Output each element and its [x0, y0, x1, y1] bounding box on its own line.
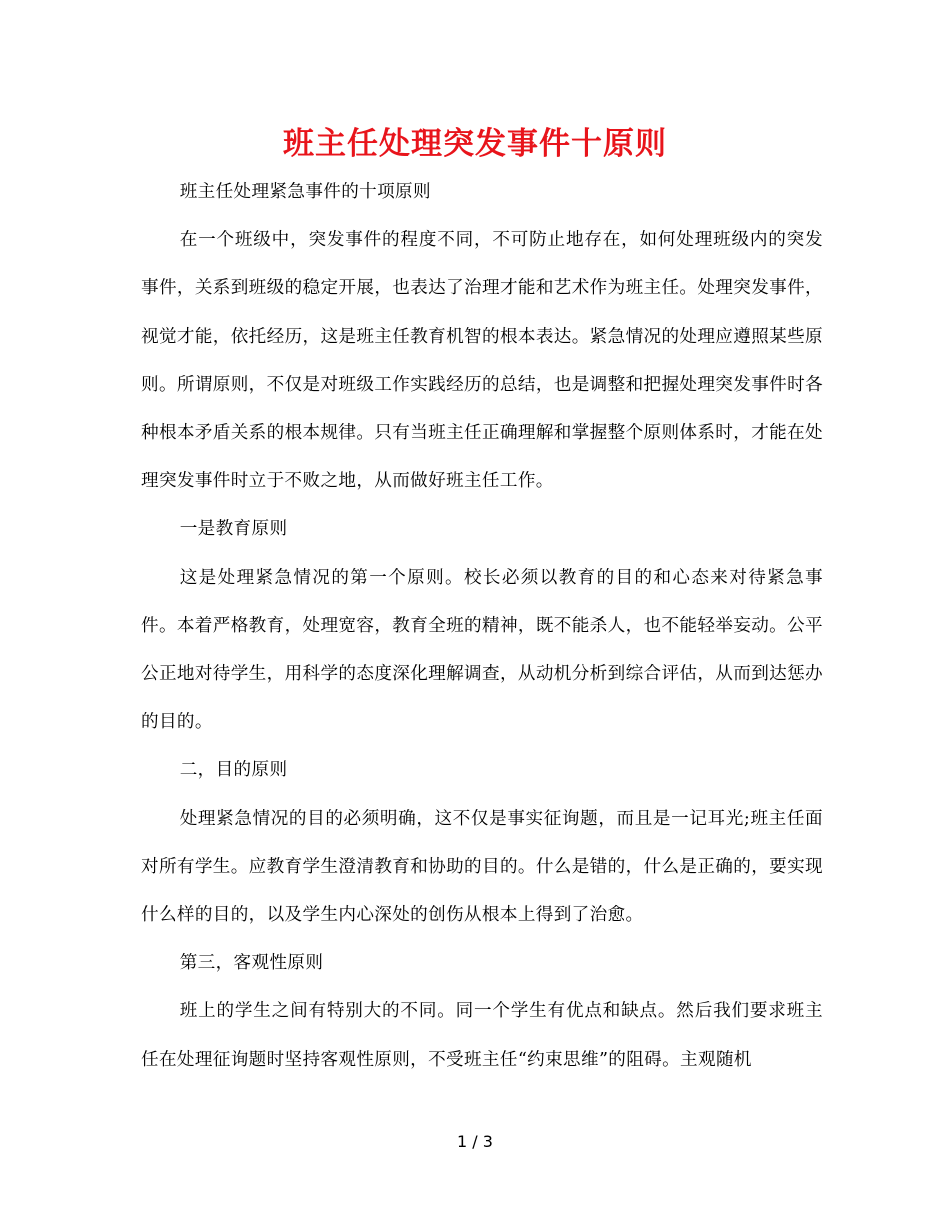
education-paragraph: 这是处理紧急情况的第一个原则。校长必须以教育的目的和心态来对待紧急事件。本着严格教育，处理宽容，教育全班的精神，既不能杀人，也不能轻举妄动。公平公正地对待学生，用科学的态度深化理解调查，从动机分析到综合评估，从而到达惩办的目的。 — [141, 567, 823, 733]
section-heading-education: 一是教育原则 — [179, 519, 288, 540]
document-title: 班主任处理突发事件十原则 — [283, 126, 667, 162]
objectivity-paragraph: 班上的学生之间有特别大的不同。同一个学生有优点和缺点。然后我们要求班主任在处理征询题时坚持客观性原则，不受班主任“约束思维”的阻碍。主观随机 — [141, 1001, 823, 1070]
section-heading-purpose: 二，目的原则 — [179, 760, 288, 781]
page-number: 1 / 3 — [457, 1132, 493, 1151]
intro-paragraph: 在一个班级中，突发事件的程度不同，不可防止地存在，如何处理班级内的突发事件，关系到班级的稳定开展，也表达了治理才能和艺术作为班主任。处理突发事件，视觉才能，依托经历，这是班主任教育机智的根本表达。紧急情况的处理应遵照某些原则。所谓原则，不仅是对班级工作实践经历的总结，也是调整和把握处理突发事件时各种根本矛盾关系的根本规律。只有当班主任正确理解和掌握整个原则体系时，才能在处理突发事件时立于不败之地，从而做好班主任工作。 — [141, 230, 823, 492]
document-body — [141, 168, 823, 1084]
purpose-paragraph: 处理紧急情况的目的必须明确，这不仅是事实征询题，而且是一记耳光;班主任面对所有学生。应教育学生澄清教育和协助的目的。什么是错的，什么是正确的，要实现什么样的目的，以及学生内心深处的创伤从根本上得到了治愈。 — [141, 808, 823, 926]
subtitle-paragraph: 班主任处理紧急事件的十项原则 — [179, 182, 431, 202]
section-heading-objectivity: 第三，客观性原则 — [179, 953, 324, 974]
